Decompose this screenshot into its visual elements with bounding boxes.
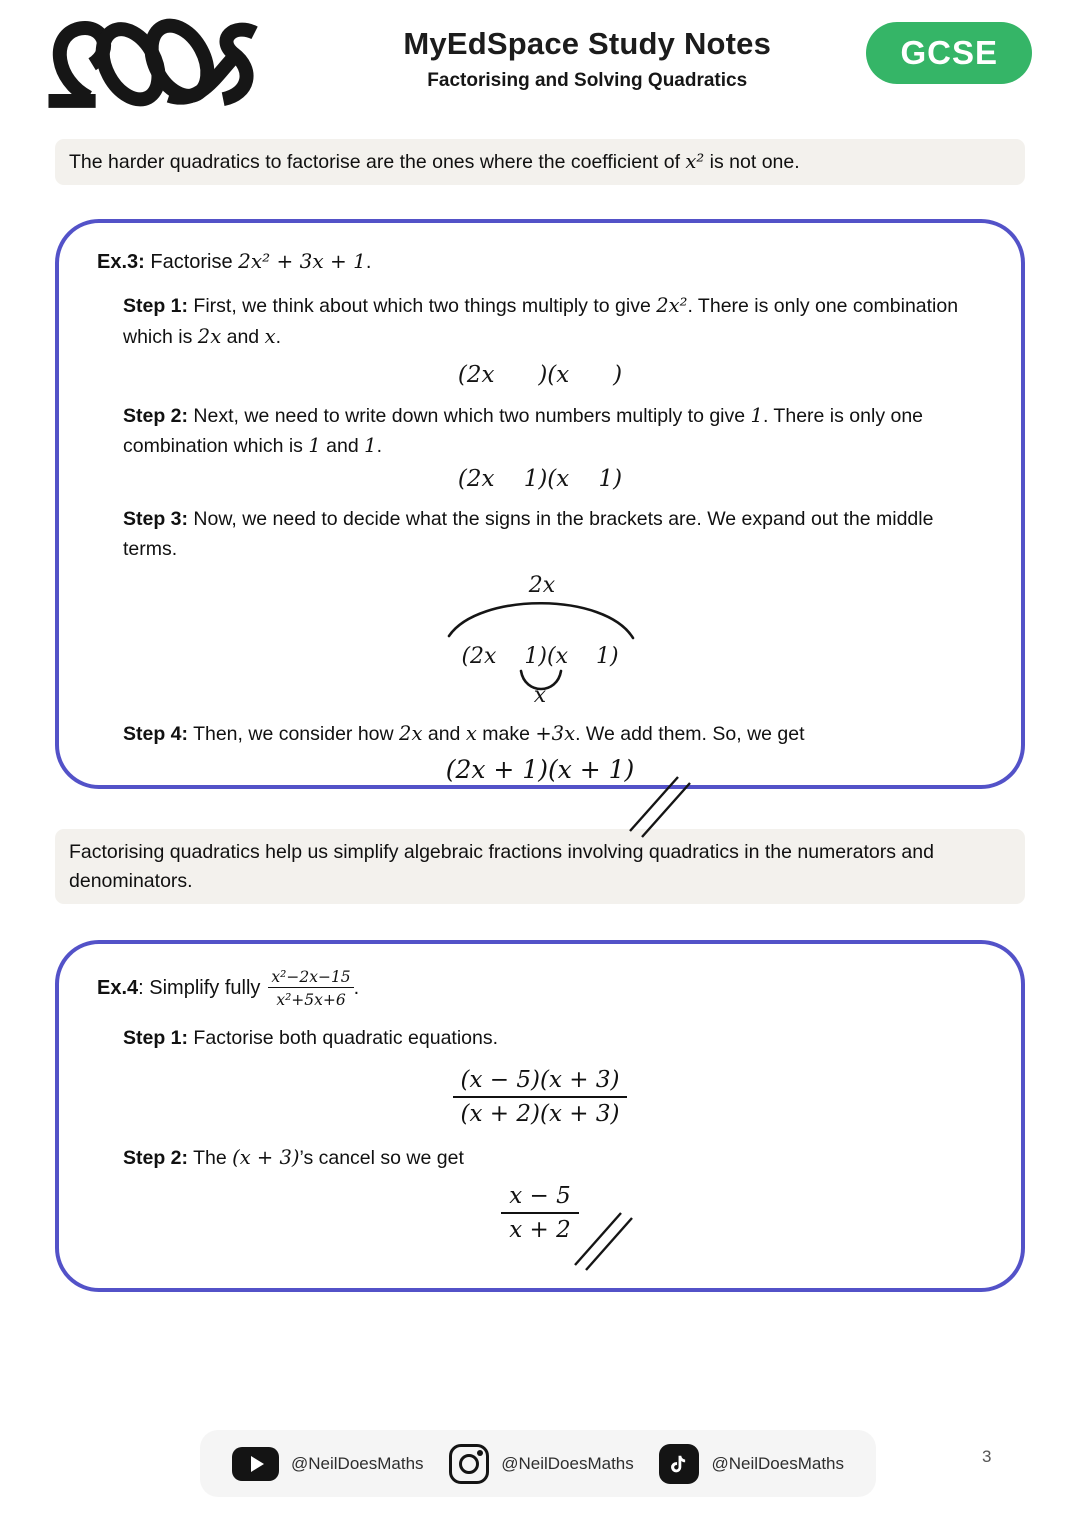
fraction-2-numerator: x − 5	[501, 1183, 579, 1214]
page-number: 3	[982, 1447, 992, 1466]
myedspace-logo	[38, 16, 308, 121]
social-footer	[200, 1430, 876, 1497]
example-3-brackets-numbers: (2x 1)(x 1)	[457, 466, 623, 493]
example-4-heading	[97, 968, 983, 1009]
example-3-box	[55, 219, 1025, 789]
youtube-handle: @NeilDoesMaths	[291, 1453, 424, 1473]
example-3-step-4: Step 4: Then, we consider how 2x and x make +3x. We add them. So, we get	[123, 721, 805, 745]
factorised-fraction-display	[97, 1067, 983, 1127]
tiktok-icon	[659, 1444, 699, 1484]
instagram-icon	[449, 1444, 489, 1484]
expansion-diagram	[97, 568, 983, 713]
example-3-step-1: Step 1: First, we think about which two things multiply to give 2x². There is only one combination which is 2x and x.	[123, 294, 959, 348]
answer-slash-mark-icon	[571, 1207, 641, 1273]
answer-slash-mark-icon	[626, 771, 698, 841]
inline-fraction-denominator: x²+5x+6	[276, 990, 346, 1009]
page-header	[0, 0, 1080, 121]
instagram-link[interactable]	[449, 1444, 634, 1484]
example-4-inline-fraction	[268, 968, 353, 1009]
tiktok-handle: @NeilDoesMaths	[711, 1453, 844, 1473]
expansion-arcs-diagram	[409, 568, 671, 708]
intro-callout: The harder quadratics to factorise are the ones where the coefficient of x² is not one.	[55, 139, 1025, 185]
page-title: MyEdSpace Study Notes	[403, 26, 772, 61]
tiktok-link[interactable]	[659, 1444, 844, 1484]
example-4-label: Ex.4	[97, 976, 139, 999]
diagram-bottom-product-label: x	[533, 682, 547, 708]
outer-terms-arc	[449, 603, 633, 638]
example-3-heading: Ex.3: Factorise 2x² + 3x + 1.	[97, 249, 372, 274]
myedspace-logo-icon	[38, 16, 300, 116]
example-3-brackets-empty: (2x )(x )	[457, 361, 623, 388]
header-titles	[308, 16, 866, 92]
diagram-top-product-label: 2x	[528, 572, 556, 598]
example-4-heading-period: .	[353, 976, 360, 999]
example-3-step-3: Step 3: Now, we need to decide what the signs in the brackets are. We expand out the middle terms.	[123, 508, 934, 560]
example-3-answer: (2x + 1)(x + 1)	[445, 755, 635, 785]
gcse-badge: GCSE	[866, 22, 1032, 84]
example-4-heading-text: : Simplify fully	[138, 976, 261, 999]
youtube-icon	[232, 1447, 279, 1481]
example-4-step-1: Step 1: Factorise both quadratic equations.	[123, 1026, 499, 1049]
fraction-1-numerator: (x − 5)(x + 3)	[453, 1067, 628, 1098]
inline-fraction-numerator: x²−2x−15	[268, 968, 353, 988]
example-3-result	[97, 755, 983, 784]
diagram-brackets-text: (2x 1)(x 1)	[461, 643, 619, 669]
fraction-1-denominator: (x + 2)(x + 3)	[460, 1101, 620, 1128]
instagram-handle: @NeilDoesMaths	[501, 1453, 634, 1473]
fraction-2-denominator: x + 2	[509, 1217, 571, 1244]
badge-wrap	[866, 16, 1032, 84]
example-3-step-2: Step 2: Next, we need to write down which two numbers multiply to give 1. There is only one combination which is 1 and 1.	[123, 403, 924, 458]
simplified-fraction-display	[97, 1183, 983, 1243]
page-subtitle: Factorising and Solving Quadratics	[427, 70, 748, 91]
example-4-step-2: Step 2: The (x + 3)’s cancel so we get	[123, 1146, 464, 1170]
fractions-callout: Factorising quadratics help us simplify algebraic fractions involving quadratics in the numerators and denominators.	[55, 829, 1025, 904]
example-4-box	[55, 940, 1025, 1292]
youtube-link[interactable]	[232, 1447, 424, 1481]
